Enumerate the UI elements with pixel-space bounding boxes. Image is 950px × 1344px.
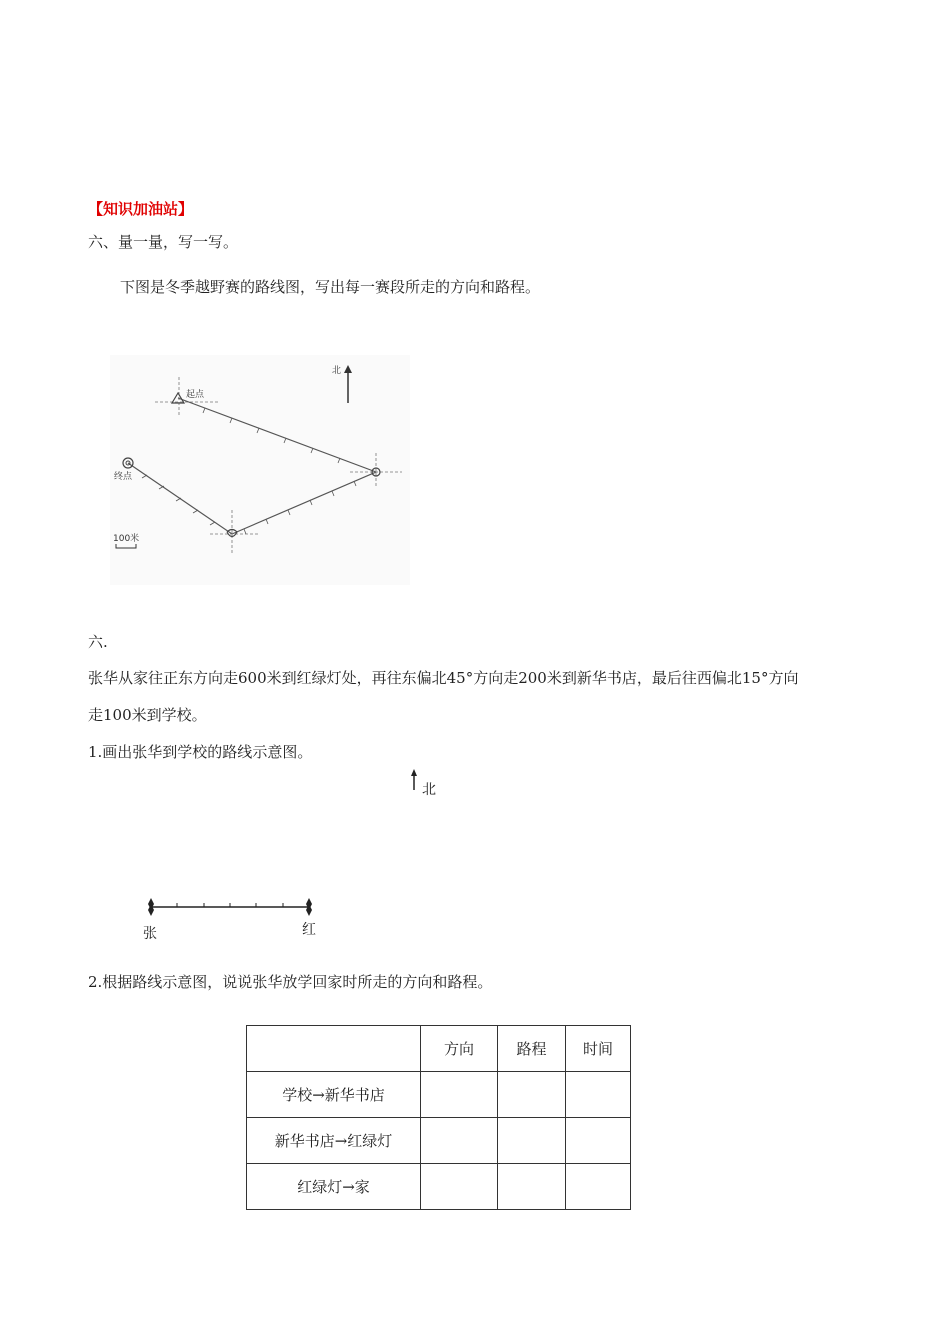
problem-line-2: 走100米到学校。 [88,706,207,724]
table-header-cell [247,1026,421,1072]
table-header-direction: 方向 [421,1026,498,1072]
table-row [247,1072,631,1118]
problem-line-1: 张华从家往正东方向走600米到红绿灯处，再往东偏北45°方向走200米到新华书店，最后往西偏北15°方向 [88,669,799,687]
table-answer-cell[interactable] [498,1072,566,1118]
route-segment-home-to-light [140,895,320,919]
table-answer-cell[interactable] [498,1118,566,1164]
route-table [246,1025,631,1210]
table-row [247,1164,631,1210]
section-6-intro: 下图是冬季越野赛的路线图，写出每一赛段所走的方向和路程。 [120,278,541,296]
table-answer-cell[interactable] [421,1118,498,1164]
point-label-hong: 红 [302,922,316,938]
table-answer-cell[interactable] [421,1164,498,1210]
map-north-label: 北 [332,366,342,376]
table-row-label: 新华书店→红绿灯 [247,1118,421,1164]
north-label: 北 [422,782,436,798]
map-scale-label: 100米 [113,534,140,544]
question-1: 1.画出张华到学校的路线示意图。 [88,743,313,761]
point-label-zhang: 张 [143,926,157,942]
table-answer-cell[interactable] [421,1072,498,1118]
table-answer-cell[interactable] [498,1164,566,1210]
map-end-label: 终点 [114,472,133,482]
table-answer-cell[interactable] [566,1164,631,1210]
north-arrow [408,768,420,792]
table-header-distance: 路程 [498,1026,566,1072]
race-route-map [110,355,410,585]
section-6-title: 六、量一量，写一写。 [88,233,239,251]
section-6b-title: 六. [88,633,108,651]
table-row [247,1118,631,1164]
table-header-time: 时间 [566,1026,631,1072]
table-row-label: 学校→新华书店 [247,1072,421,1118]
table-header-row [247,1026,631,1072]
question-2: 2.根据路线示意图，说说张华放学回家时所走的方向和路程。 [88,973,493,991]
table-row-label: 红绿灯→家 [247,1164,421,1210]
map-start-label: 起点 [186,390,205,400]
map-background [110,355,410,585]
knowledge-header: 【知识加油站】 [88,200,194,218]
table-answer-cell[interactable] [566,1118,631,1164]
table-answer-cell[interactable] [566,1072,631,1118]
